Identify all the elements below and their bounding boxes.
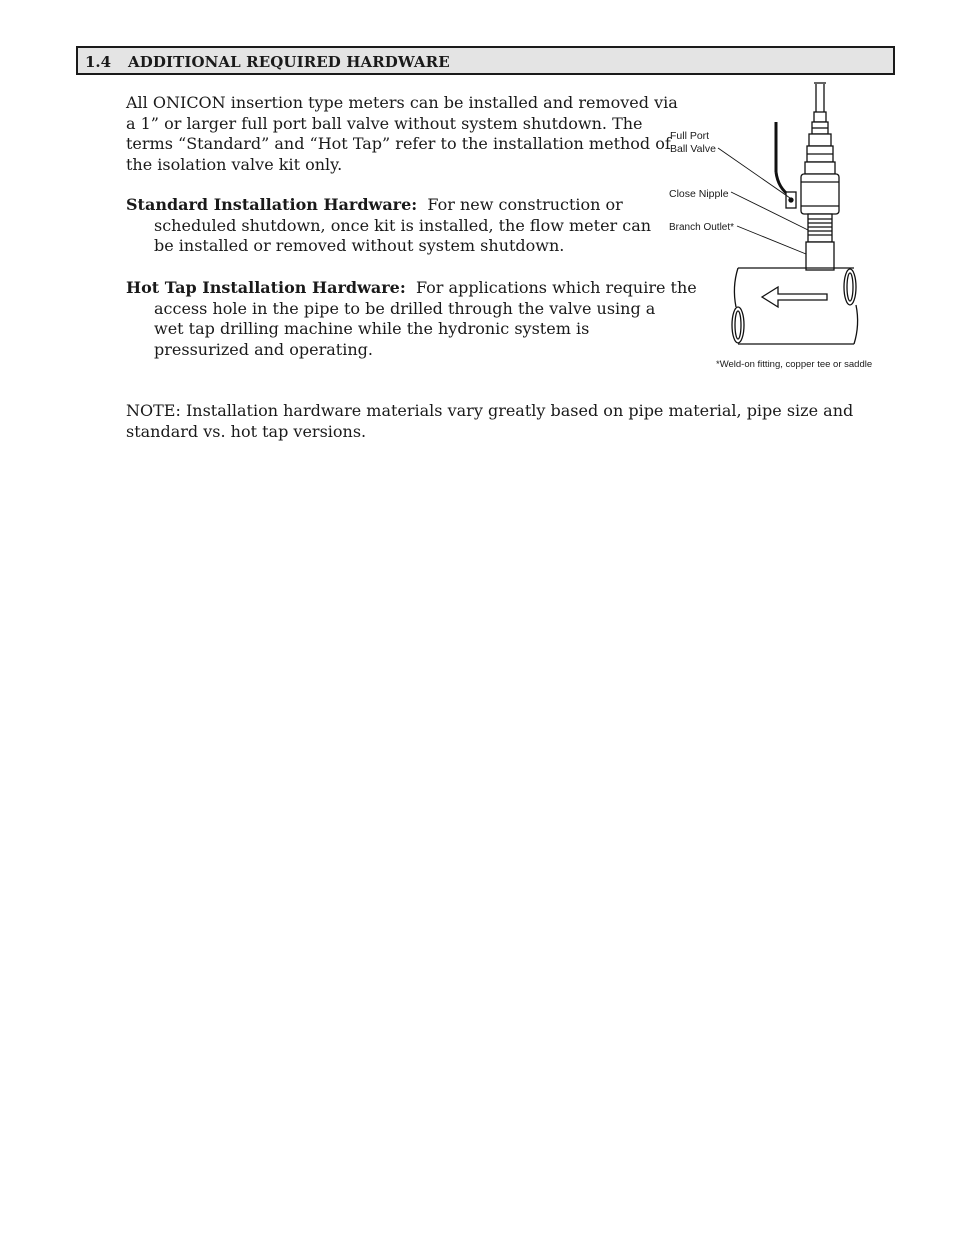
close-nipple-label: Close Nipple (669, 188, 729, 200)
intro-paragraph (126, 93, 678, 175)
intro-line: the isolation valve kit only. (126, 154, 343, 174)
hot-tap-hardware-paragraph (126, 278, 697, 360)
hot-tap-lead: Hot Tap Installation Hardware: (126, 278, 406, 297)
standard-text: For new construction or (427, 195, 623, 214)
figure-caption: *Weld-on fitting, copper tee or saddle (716, 359, 873, 370)
hot-tap-text: For applications which require the (415, 278, 697, 297)
intro-line: All ONICON insertion type meters can be installed and removed via (126, 93, 678, 112)
note-line: NOTE: Installation hardware materials vary greatly based on pipe material, pipe size and (126, 401, 854, 420)
intro-line: terms “Standard” and “Hot Tap” refer to the installation method of (126, 134, 671, 154)
standard-lead: Standard Installation Hardware: (126, 195, 418, 214)
full-port-label-line-2: Ball Valve (670, 143, 716, 155)
branch-outlet-label: Branch Outlet* (669, 222, 735, 233)
intro-line: a 1” or larger full port ball valve without system shutdown. The (126, 113, 643, 133)
note-paragraph (126, 401, 854, 442)
standard-hardware-paragraph (126, 195, 671, 257)
standard-line: scheduled shutdown, once kit is installed, the flow meter can (154, 215, 652, 235)
section-header (76, 46, 895, 75)
hot-tap-line: pressurized and operating. (154, 339, 373, 359)
valve-installation-figure (664, 82, 886, 377)
section-title: ADDITIONAL REQUIRED HARDWARE (128, 53, 450, 71)
standard-line: be installed or removed without system shutdown. (154, 236, 565, 256)
note-line: standard vs. hot tap versions. (126, 421, 367, 441)
hot-tap-line: access hole in the pipe to be drilled through the valve using a (154, 298, 656, 318)
hot-tap-line: wet tap drilling machine while the hydronic system is (154, 319, 590, 339)
section-number: 1.4 (85, 53, 112, 71)
full-port-label-line-1: Full Port (670, 130, 710, 142)
hot-tap-first-line (126, 278, 697, 299)
standard-first-line (126, 195, 671, 216)
